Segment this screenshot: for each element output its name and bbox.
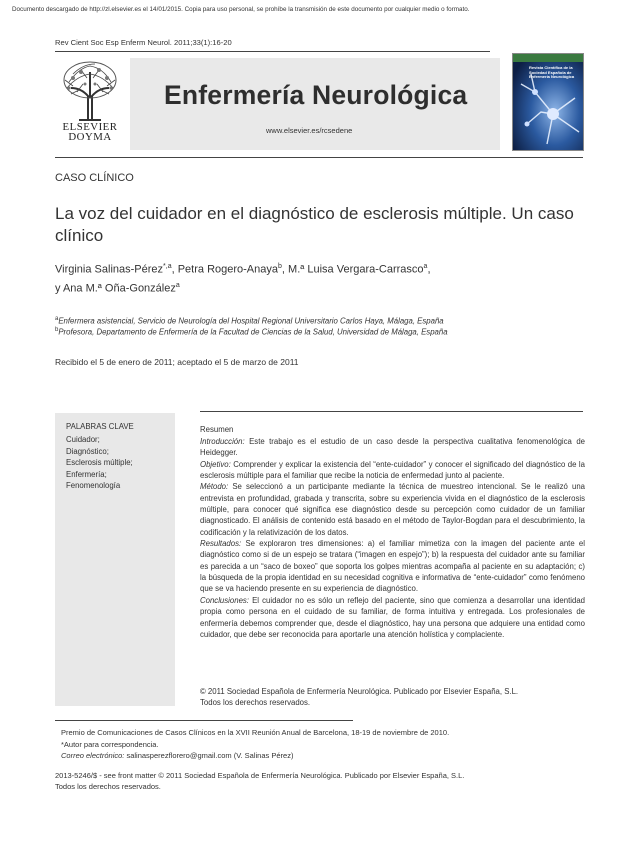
author-separator: ,	[281, 263, 289, 276]
abstract-conclusions: Conclusiones: El cuidador no es sólo un reflejo del paciente, sino que comienza a desarrollar una identidad propia como persona en el cuidado de su familiar, de forma intuitiva y entregada. Los profesionales de enfermería debemos comprender que, desde el diagnóstico, hay una persona que adquiere una entidad como cuidador, que debe ser reconocida para aportarle una atención holística y complaciente.	[200, 595, 585, 639]
journal-url[interactable]: www.elsevier.es/rcsedene	[266, 126, 353, 135]
masthead-rule	[55, 157, 583, 158]
cover-title: Revista Científica de la Sociedad Española de Enfermería Neurológica	[529, 65, 575, 80]
abstract-copyright: © 2011 Sociedad Española de Enfermería Neurológica. Publicado por Elsevier España, S.L. Todos los derechos reservados.	[200, 687, 519, 708]
author-name: Virginia Salinas-Pérez	[55, 263, 164, 276]
received-dates: Recibido el 5 de enero de 2011; aceptado el 5 de marzo de 2011	[55, 357, 299, 367]
corresponding-author: *Autor para correspondencia.	[61, 739, 159, 749]
download-note: Documento descargado de http://zl.elsevier.es el 14/01/2015. Copia para uso personal, se prohíbe la transmisión de este documento por cualquier medio o formato.	[12, 6, 470, 13]
author-separator: ,	[171, 263, 178, 276]
article-title: La voz del cuidador en el diagnóstico de esclerosis múltiple. Un caso clínico	[55, 204, 574, 245]
publisher-name-2: DOYMA	[68, 131, 112, 143]
issn-line: 2013-5246/$ - see front matter © 2011 Sociedad Española de Enfermería Neurológica. Publicado por Elsevier España, S.L. Todos los derechos reservados.	[55, 771, 465, 791]
section-label: CASO CLÍNICO	[55, 172, 134, 184]
journal-title: Enfermería Neurológica	[164, 80, 468, 110]
abstract-rule	[200, 411, 583, 412]
author-conjunction: y	[55, 282, 63, 295]
keywords-box	[55, 413, 175, 706]
author-name: Petra Rogero-Anaya	[177, 263, 278, 276]
keyword[interactable]: Diagnóstico;	[66, 446, 109, 456]
author-list	[55, 259, 575, 296]
author-name: M.ª Luisa Vergara-Carrasco	[288, 263, 424, 276]
journal-masthead	[130, 58, 500, 150]
elsevier-logo	[55, 58, 125, 150]
keyword[interactable]: Fenomenología	[66, 481, 121, 490]
footnotes	[61, 727, 449, 762]
keyword[interactable]: Enfermería;	[66, 469, 107, 479]
author-affiliation-mark: a	[175, 281, 180, 289]
abstract-heading: Resumen	[200, 425, 234, 434]
journal-citation: Rev Cient Soc Esp Enferm Neurol. 2011;33(1):16-20	[55, 38, 232, 47]
keyword[interactable]: Esclerosis múltiple;	[66, 458, 133, 467]
email-link[interactable]: salinasperezflorero@gmail.com (V. Salinas Pérez)	[124, 751, 294, 761]
keyword-list	[66, 434, 133, 492]
elsevier-tree-icon	[59, 58, 121, 122]
abstract-introduction: Introducción: Este trabajo es el estudio de un caso desde la perspectiva cualitativa fenomenológica de Heidegger.	[200, 437, 585, 458]
author-separator: ,	[427, 263, 434, 276]
abstract-body	[200, 436, 585, 640]
email-note: Correo electrónico: salinasperezflorero@gmail.com (V. Salinas Pérez)	[61, 751, 294, 761]
abstract-objective: Objetivo: Comprender y explicar la existencia del “ente-cuidador” y conocer el significado del diagnóstico de la esclerosis múltiple para el familiar que recibe la noticia de enfermedad junto al paciente.	[200, 459, 585, 481]
footnote-rule	[55, 720, 353, 721]
keyword[interactable]: Cuidador;	[66, 435, 100, 444]
affiliation-a: $^a$Enfermera asistencial, Servicio de Neurología del Hospital Regional Universitario Carlos Haya, Málaga, España	[55, 316, 444, 326]
author-affiliation-mark: *,a	[163, 263, 172, 270]
author-name: Ana M.ª Oña-González	[62, 282, 176, 295]
header-rule	[55, 51, 490, 52]
journal-cover	[512, 53, 584, 151]
abstract-results: Resultados: Se exploraron tres dimensiones: a) el familiar mimetiza con la imagen del paciente ante el diagnóstico como si de un espejo se tratara (“imagen en espejo”); b) la respuesta del cuidador ante su familiar es parecida a un “saco de boxeo” que soporta los golpes mientras acompaña al paciente en su adaptación; c) la búsqueda de la propia identidad en su necesidad cognitiva e informativa de “ente-cuidador” como fenómeno que se va haciendo presente en su experiencia de diagnóstico.	[200, 539, 585, 594]
publisher-name: ELSEVIER	[62, 121, 118, 133]
author-affiliation-mark: a	[423, 263, 428, 270]
author-affiliation-mark: b	[278, 263, 282, 270]
keywords-heading: PALABRAS CLAVE	[66, 422, 134, 431]
affiliation-b: $^b$Profesora, Departamento de Enfermería de la Facultad de Ciencias de la Salud, Universidad de Málaga, España	[55, 327, 448, 337]
abstract-method: Método: Se seleccionó a un participante mediante la técnica de muestreo intencional. Se le realizó una entrevista en profundidad, grabada y transcrita, sobre su experiencia vivida en el diagnóstico de la esclerosis múltiple, para conocer qué significa ese diagnóstico desde su percepción como cuidador de un familiar diagnosticado. El análisis de contenido está basado en el método de Taylor-Bogdan para el descubrimiento, la codificación y la relativización de los datos.	[200, 482, 585, 537]
award-note: Premio de Comunicaciones de Casos Clínicos en la XVII Reunión Anual de Barcelona, 18-19 de noviembre de 2010.	[61, 728, 450, 737]
